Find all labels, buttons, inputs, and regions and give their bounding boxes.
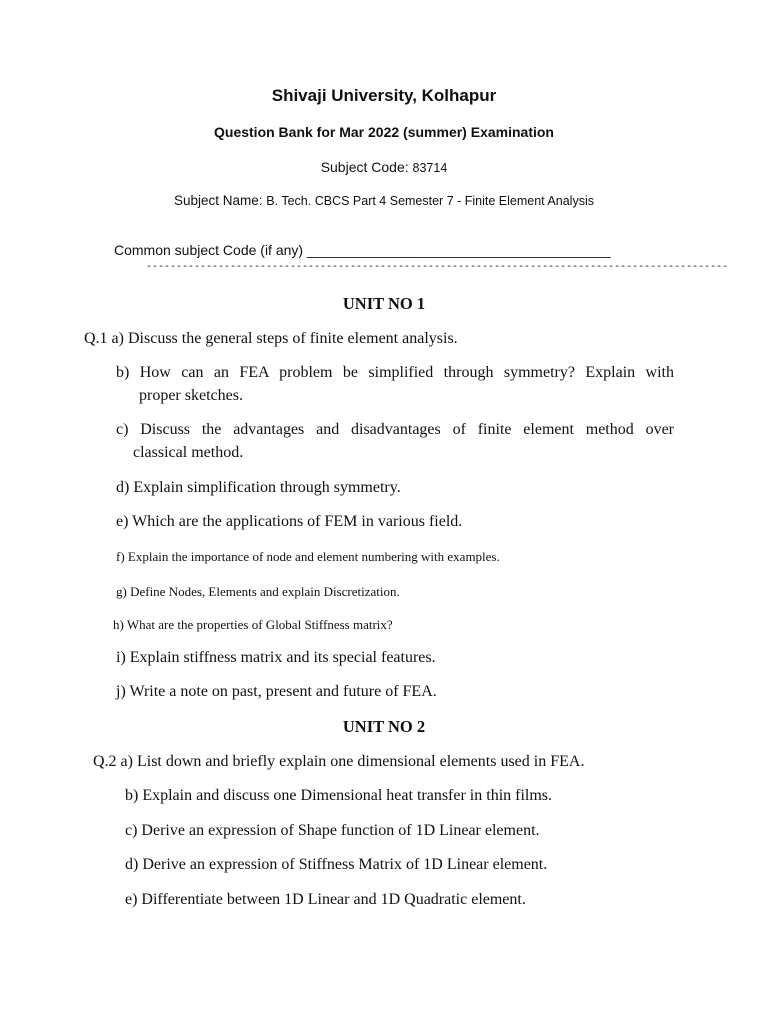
question-1b-line2: proper sketches. bbox=[139, 387, 243, 404]
subject-code-value: 83714 bbox=[412, 161, 448, 175]
question-1b-line1: b) How can an FEA problem be simplified through symmetry? Explain with bbox=[116, 364, 674, 381]
question-1f: f) Explain the importance of node and element numbering with examples. bbox=[116, 549, 500, 564]
unit-2-heading: UNIT NO 2 bbox=[342, 717, 426, 736]
question-bank-title: Question Bank for Mar 2022 (summer) Examination bbox=[214, 124, 554, 140]
question-2e: e) Differentiate between 1D Linear and 1D Quadratic element. bbox=[125, 891, 526, 908]
unit-1-heading: UNIT NO 1 bbox=[342, 294, 426, 313]
subject-code bbox=[0, 159, 768, 175]
question-1i: i) Explain stiffness matrix and its special features. bbox=[116, 649, 436, 666]
subject-name-label: Subject Name: bbox=[174, 193, 267, 208]
question-2a: Q.2 a) List down and briefly explain one dimensional elements used in FEA. bbox=[93, 753, 585, 770]
question-2d: d) Derive an expression of Stiffness Matrix of 1D Linear element. bbox=[125, 856, 548, 873]
question-1d: d) Explain simplification through symmetry. bbox=[116, 479, 401, 496]
subject-name-value: B. Tech. CBCS Part 4 Semester 7 - Finite Element Analysis bbox=[266, 194, 594, 208]
question-1a: Q.1 a) Discuss the general steps of finite element analysis. bbox=[84, 330, 458, 347]
question-1j: j) Write a note on past, present and future of FEA. bbox=[116, 683, 437, 700]
divider-line: ------------------------------------------------------------------------------------------------- bbox=[146, 262, 729, 273]
question-1h: h) What are the properties of Global Stiffness matrix? bbox=[113, 617, 393, 632]
question-1c-line1: c) Discuss the advantages and disadvantages of finite element method over bbox=[116, 421, 674, 438]
common-subject-code: Common subject Code (if any) _______________________________________ bbox=[114, 242, 611, 258]
subject-name bbox=[0, 193, 768, 208]
question-1e: e) Which are the applications of FEM in various field. bbox=[116, 513, 463, 530]
question-2b: b) Explain and discuss one Dimensional heat transfer in thin films. bbox=[125, 787, 553, 804]
question-1g: g) Define Nodes, Elements and explain Discretization. bbox=[116, 584, 400, 599]
university-title: Shivaji University, Kolhapur bbox=[271, 86, 497, 105]
subject-code-label: Subject Code: bbox=[320, 159, 413, 175]
question-2c: c) Derive an expression of Shape function of 1D Linear element. bbox=[125, 822, 540, 839]
question-1c-line2: classical method. bbox=[133, 444, 244, 461]
